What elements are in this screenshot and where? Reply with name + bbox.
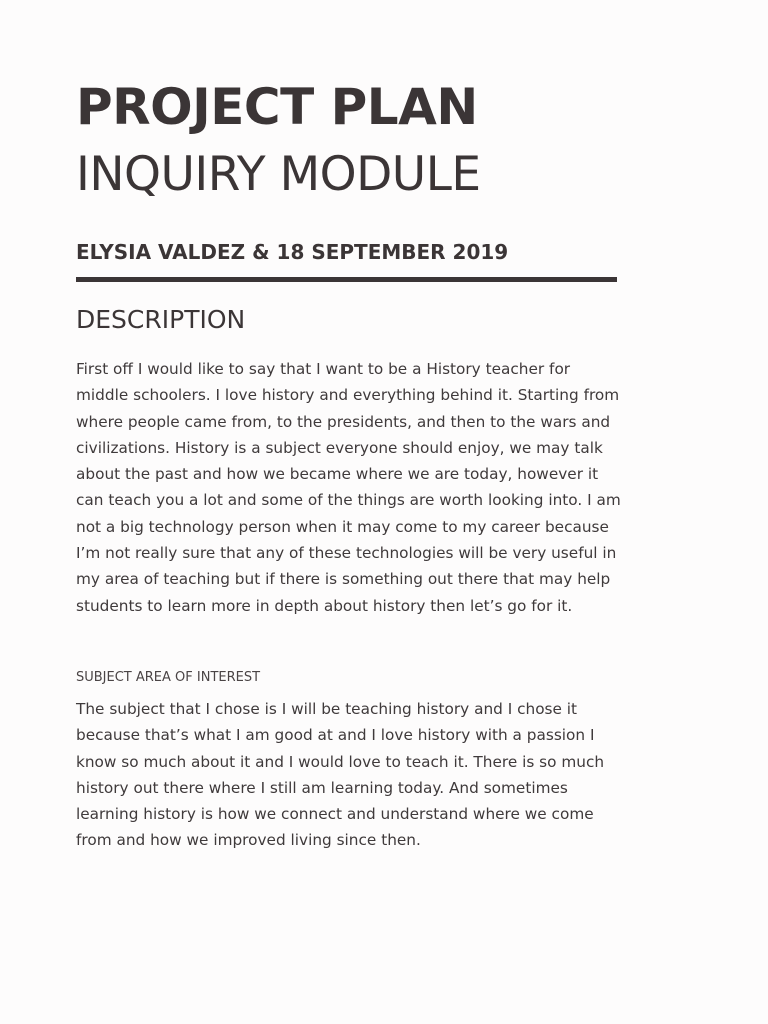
header-divider [76,277,617,282]
document-title: PROJECT PLAN [76,78,478,136]
description-heading: DESCRIPTION [76,305,246,334]
document-subtitle: INQUIRY MODULE [76,147,481,202]
description-paragraph: First off I would like to say that I want to be a History teacher for middle schoolers. I love history and everything behind it. Starting from where people came from, to the presidents, and then to the wars and civilizations. History is a subject everyone should enjoy, we may talk about the past and how we became where we are today, however it can teach you a lot and some of the things are worth looking into. I am not a big technology person when it may come to my career because I’m not really sure that any of these technologies will be very useful in my area of teaching but if there is something out there that may help students to learn more in depth about history then let’s go for it. [76,360,621,615]
subject-area-heading: SUBJECT AREA OF INTEREST [76,670,261,685]
author-date-byline: ELYSIA VALDEZ & 18 SEPTEMBER 2019 [76,240,509,264]
subject-area-paragraph: The subject that I chose is I will be teaching history and I chose it because that’s what I am good at and I love history with a passion I know so much about it and I would love to teach it. There is so much history out there where I still am learning today. And sometimes learning history is how we connect and understand where we come from and how we improved living since then. [76,700,605,850]
